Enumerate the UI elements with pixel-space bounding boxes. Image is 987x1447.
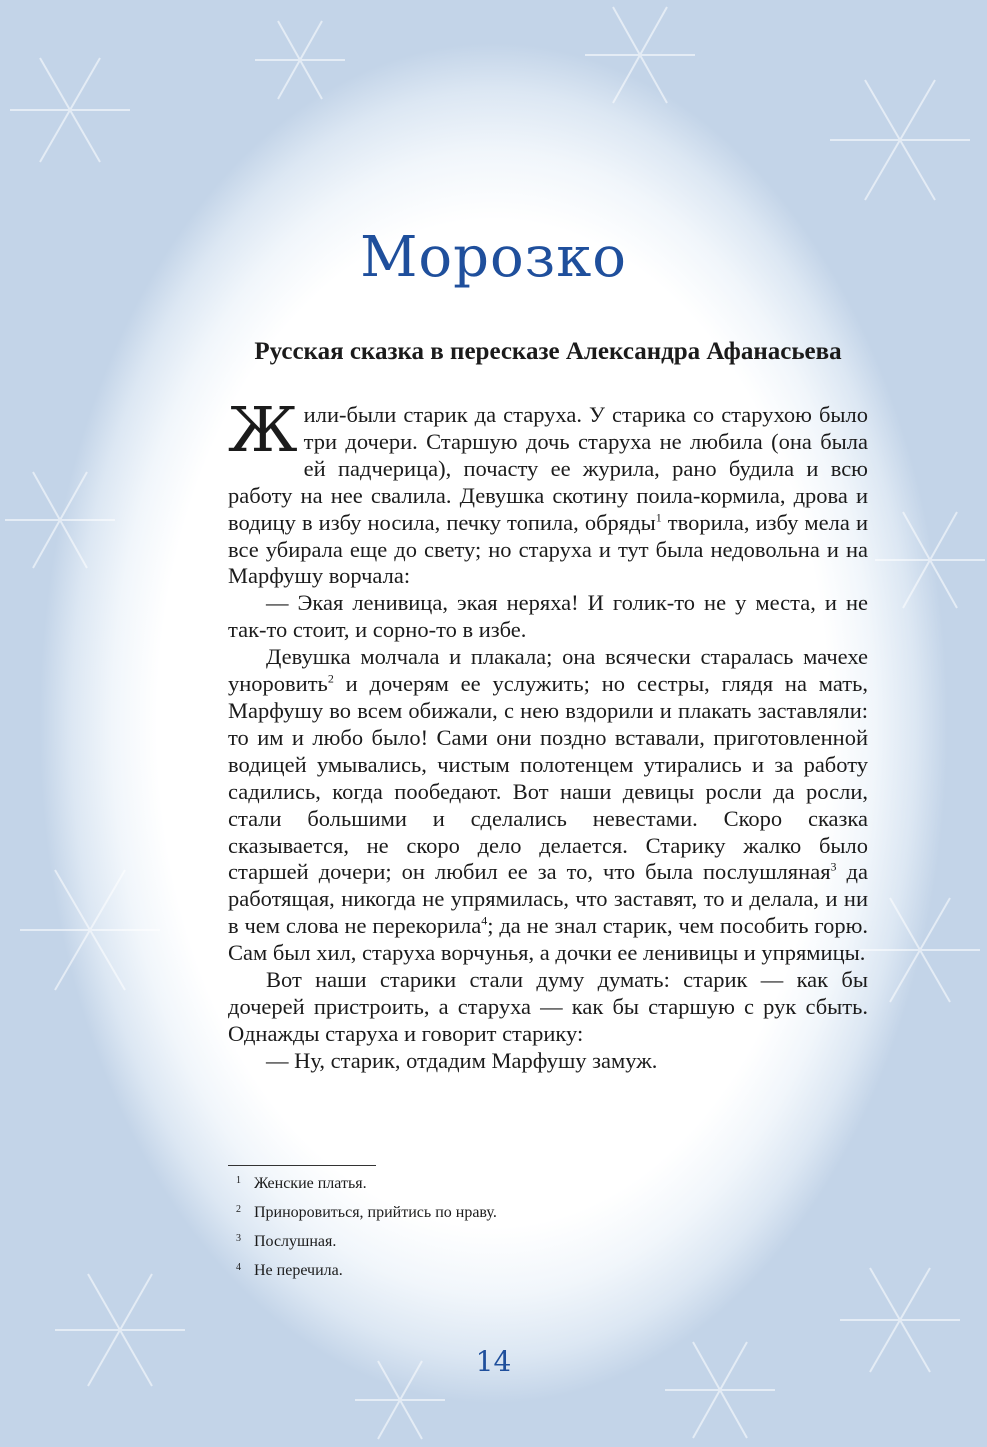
paragraph-5: — Ну, старик, отдадим Марфушу замуж.: [266, 1047, 658, 1073]
page-number: 14: [475, 1345, 512, 1378]
footnote-text: Послушная.: [254, 1233, 337, 1250]
footnote-divider: [228, 1165, 376, 1166]
footnote-mark: 3: [830, 859, 837, 874]
footnote-item: [228, 1233, 868, 1262]
footnote-number: 3: [236, 1233, 241, 1244]
footnote-mark: 1: [655, 510, 662, 525]
paragraph-2: — Экая ленивица, экая неряха! И голик-то не у места, и не так-то стоит, и сорно-то в избе.: [228, 590, 868, 643]
footnote-mark: 4: [481, 913, 488, 928]
footnote-number: 4: [236, 1262, 241, 1273]
story-body: [228, 393, 869, 1075]
footnotes: [228, 1175, 868, 1291]
paragraph-1: Жили-были старик да старуха. У старика со старухою было три дочери. Старшую дочь старуха не любила (она была ей падчерица), почасту ее журила, рано будила и всю работу на нее свалила. Девушка скотину поила-кормила, дрова и водицу в избу носила, печку топила, обряды$^1$ творила, избу мела и все убирала еще до свету; но старуха и тут была недовольна и на Марфушу ворчала:: [228, 393, 869, 589]
paragraph-4: Вот наши старики стали думу думать: старик — как бы дочерей пристроить, а старуха — как бы старшую с рук сбыть. Однажды старуха и говорит старику:: [228, 967, 868, 1046]
page-subtitle: Русская сказка в пересказе Александра Афанасьева: [254, 338, 842, 365]
footnote-number: 2: [236, 1204, 241, 1215]
paragraph-3: Девушка молчала и плакала; она всячески старалась мачехе уноровить$^2$ и дочерям ее услужить; но сестры, глядя на мать, Марфушу во всем обижали, с нею вздорили и плакать заставляли: то им и любо было! Сами они поздно вставали, приготовленной водицей умывались, чистым полотенцем утирались и за работу садились, когда пообедают. Вот наши девицы росли да росли, стали большими и сделались невестами. Скоро сказка сказывается, не скоро дело делается. Старику жалко было старшей дочери; он любил ее за то, что была послушляная$^3$ да работящая, никогда не упрямилась, что заставят, то и делала, и ни в чем слова не перекорила$^4$; да не знал старик, чем пособить горю. Сам был хил, старуха ворчунья, а дочки ее ленивицы и упрямицы.: [228, 644, 869, 966]
page-title: Морозко: [360, 225, 627, 290]
footnote-text: Принoровиться, прийтись по нраву.: [254, 1204, 497, 1221]
footnote-number: 1: [236, 1175, 241, 1186]
footnote-mark: 2: [327, 671, 334, 686]
footnote-item: [228, 1175, 868, 1204]
footnote-text: Не перечила.: [254, 1262, 343, 1279]
drop-cap: Ж: [228, 393, 298, 466]
footnote-item: [228, 1204, 868, 1233]
footnote-item: [228, 1262, 868, 1291]
footnote-text: Женские платья.: [254, 1175, 367, 1192]
